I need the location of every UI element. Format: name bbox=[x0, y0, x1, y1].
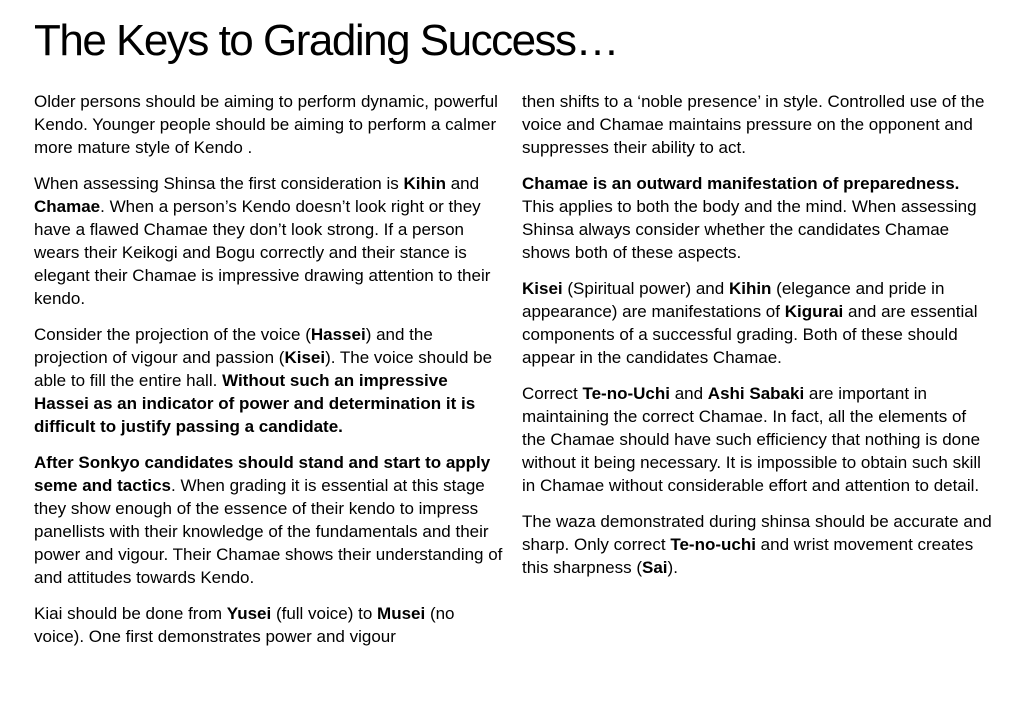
text-run: (no voice). One first demonstrates power and vigour bbox=[34, 604, 455, 646]
bold-text: Yusei bbox=[226, 604, 272, 623]
text-run: Older persons should be aiming to perform dynamic, powerful Kendo. Younger people should be aiming to perform a calmer more mature style of Kendo . bbox=[34, 92, 498, 157]
text-run: and wrist movement creates this sharpness ( bbox=[522, 535, 974, 577]
slide-title: The Keys to Grading Success… bbox=[34, 16, 619, 65]
paragraph bbox=[522, 510, 992, 579]
text-run: ). The voice should be able to fill the entire hall. bbox=[34, 348, 493, 390]
text-run: . When a person’s Kendo doesn’t look right or they have a flawed Chamae they don’t look strong. If a person wears their Keikogi and Bogu correctly and their stance is elegant their Chamae is impressive drawing attention to their kendo. bbox=[34, 197, 491, 308]
text-run: This applies to both the body and the mind. When assessing Shinsa always consider whether the candidates Chamae shows both of these aspects. bbox=[522, 197, 977, 262]
text-run: and are essential components of a successful grading. Both of these should appear in the candidates Chamae. bbox=[522, 302, 978, 367]
bold-text: After Sonkyo candidates should stand and start to apply seme and tactics bbox=[34, 453, 491, 495]
paragraph bbox=[34, 323, 504, 438]
text-run: When assessing Shinsa the first consideration is bbox=[34, 174, 404, 193]
bold-text: Musei bbox=[377, 604, 426, 623]
text-run: and bbox=[669, 384, 708, 403]
paragraph bbox=[34, 90, 504, 159]
paragraph bbox=[522, 172, 992, 264]
bold-text: Te-no-Uchi bbox=[582, 384, 670, 403]
right-column bbox=[522, 90, 992, 592]
text-run: . When grading it is essential at this stage they show enough of the essence of their kendo to impress panellists with their knowledge of the fundamentals and their power and vigour. Their Chamae shows their understanding of and attitudes towards Kendo. bbox=[34, 476, 503, 587]
text-run: Correct bbox=[522, 384, 583, 403]
bold-text: Chamae is an outward manifestation of preparedness. bbox=[522, 174, 960, 193]
bold-text: Ashi Sabaki bbox=[707, 384, 805, 403]
bold-text: Kihin bbox=[403, 174, 446, 193]
text-run: Kiai should be done from bbox=[34, 604, 227, 623]
paragraph bbox=[34, 451, 504, 589]
paragraph bbox=[522, 277, 992, 369]
left-column bbox=[34, 90, 504, 661]
paragraph bbox=[34, 172, 504, 310]
text-run: (elegance and pride in appearance) are manifestations of bbox=[522, 279, 945, 321]
bold-text: Without such an impressive Hassei as an indicator of power and determination it is difficult to justify passing a candidate. bbox=[34, 371, 476, 436]
text-run: (Spiritual power) and bbox=[562, 279, 729, 298]
text-run: then shifts to a ‘noble presence’ in style. Controlled use of the voice and Chamae maintains pressure on the opponent and suppresses their ability to act. bbox=[522, 92, 985, 157]
text-run: and bbox=[445, 174, 480, 193]
bold-text: Sai bbox=[642, 558, 668, 577]
bold-text: Hassei bbox=[310, 325, 366, 344]
text-run: Consider the projection of the voice ( bbox=[34, 325, 311, 344]
text-run: (full voice) to bbox=[271, 604, 378, 623]
text-run: are important in maintaining the correct Chamae. In fact, all the elements of the Chamae should have such efficiency that nothing is done without it being necessary. It is impossible to obtain such skill in Chamae without considerable effort and attention to detail. bbox=[522, 384, 981, 495]
bold-text: Kihin bbox=[728, 279, 772, 298]
paragraph bbox=[522, 382, 992, 497]
text-run: The waza demonstrated during shinsa should be accurate and sharp. Only correct bbox=[522, 512, 992, 554]
bold-text: Kisei bbox=[522, 279, 563, 298]
bold-text: Kigurai bbox=[784, 302, 844, 321]
bold-text: Chamae bbox=[34, 197, 101, 216]
bold-text: Kisei bbox=[284, 348, 326, 367]
paragraph bbox=[522, 90, 992, 159]
text-run: ) and the projection of vigour and passion ( bbox=[34, 325, 433, 367]
bold-text: Te-no-uchi bbox=[670, 535, 756, 554]
text-run: ). bbox=[667, 558, 678, 577]
paragraph bbox=[34, 602, 504, 648]
